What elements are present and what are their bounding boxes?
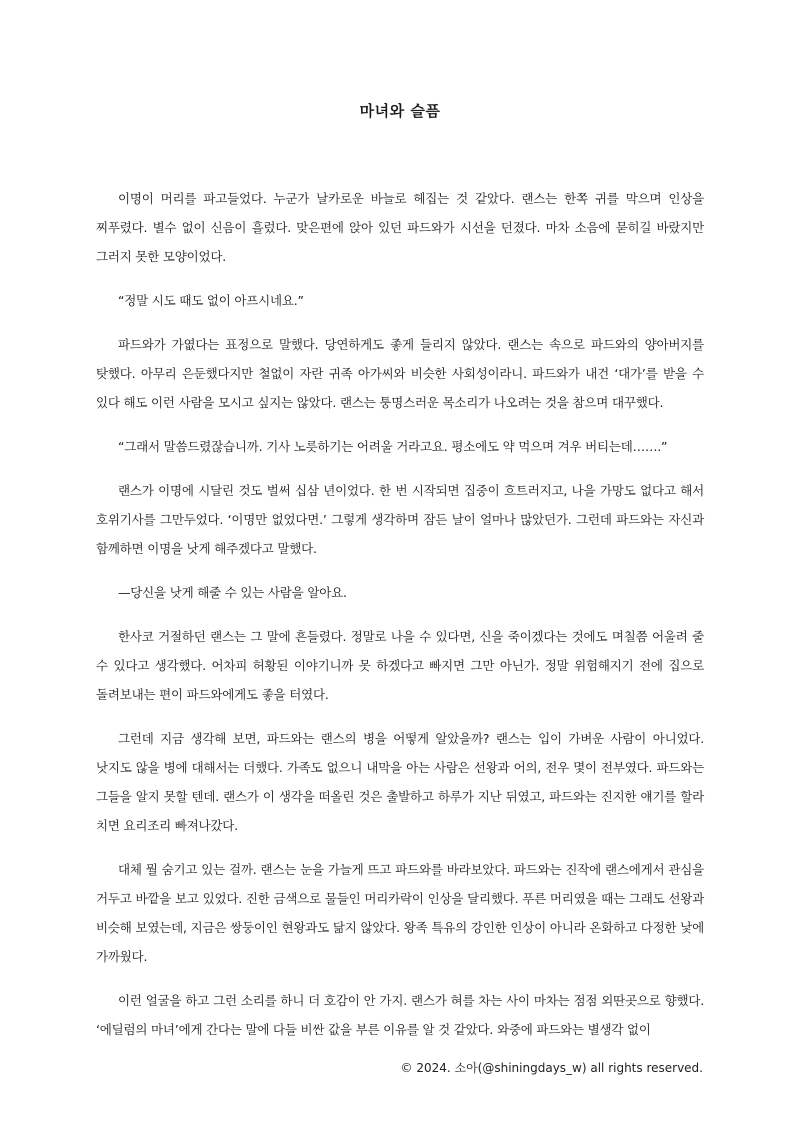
paragraph-3: 파드와가 가엾다는 표정으로 말했다. 당연하게도 좋게 들리지 않았다. 랜스는 속으로 파드와의 양아버지를 탓했다. 아무리 은둔했다지만 철없이 자란 귀족 아가씨와 비슷한 사회성이라니. 파드와가 내건 ‘대가’를 받을 수 있다 해도 이런 사람을 모시고 싶지는 않았다. 랜스는 퉁명스러운 목소리가 나오려는 것을 참으며 대꾸했다. bbox=[96, 337, 704, 410]
paragraph-2-dialogue: “정말 시도 때도 없이 아프시네요.” bbox=[118, 293, 304, 308]
copyright-notice: © 2024. 소아(@shiningdays_w) all rights reserved. bbox=[400, 1061, 703, 1075]
document-body bbox=[96, 184, 704, 1059]
paragraph-9: 대체 뭘 숨기고 있는 걸까. 랜스는 눈을 가늘게 뜨고 파드와를 바라보았다. 파드와는 진작에 랜스에게서 관심을 거두고 바깥을 보고 있었다. 진한 금색으로 물들인 머리카락이 인상을 달리했다. 푸른 머리였을 때는 그래도 선왕과 비슷해 보였는데, 지금은 쌍둥이인 현왕과도 닮지 않았다. 왕족 특유의 강인한 인상이 아니라 온화하고 다정한 낯에 가까웠다. bbox=[96, 862, 704, 964]
paragraph-7: 한사코 거절하던 랜스는 그 말에 흔들렸다. 정말로 나을 수 있다면, 신을 죽이겠다는 것에도 며칠쯤 어울려 줄 수 있다고 생각했다. 어차피 허황된 이야기니까 못 하겠다고 빠지면 그만 아닌가. 정말 위험해지기 전에 집으로 돌려보내는 편이 파드와에게도 좋을 터였다. bbox=[96, 629, 704, 702]
document-title: 마녀와 슬픔 bbox=[359, 102, 441, 120]
paragraph-5: 랜스가 이명에 시달린 것도 벌써 십삼 년이었다. 한 번 시작되면 집중이 흐트러지고, 나을 가망도 없다고 해서 호위기사를 그만두었다. ‘이명만 없었다면.’ 그렇게 생각하며 잠든 날이 얼마나 많았던가. 그런데 파드와는 자신과 함께하면 이명을 낫게 해주겠다고 말했다. bbox=[96, 483, 704, 556]
paragraph-1: 이명이 머리를 파고들었다. 누군가 날카로운 바늘로 헤집는 것 같았다. 랜스는 한쪽 귀를 막으며 인상을 찌푸렸다. 별수 없이 신음이 흘렀다. 맞은편에 앉아 있던 파드와가 시선을 던졌다. 마차 소음에 묻히길 바랐지만 그러지 못한 모양이었다. bbox=[96, 191, 704, 264]
paragraph-8: 그런데 지금 생각해 보면, 파드와는 랜스의 병을 어떻게 알았을까? 랜스는 입이 가벼운 사람이 아니었다. 낫지도 않을 병에 대해서는 더했다. 가족도 없으니 내막을 아는 사람은 선왕과 어의, 전우 몇이 전부였다. 파드와는 그들을 알지 못할 텐데. 랜스가 이 생각을 떠올린 것은 출발하고 하루가 지난 뒤였고, 파드와는 진지한 얘기를 할라 치면 요리조리 빠져나갔다. bbox=[96, 731, 704, 833]
paragraph-10: 이런 얼굴을 하고 그런 소리를 하니 더 호감이 안 가지. 랜스가 혀를 차는 사이 마차는 점점 외딴곳으로 향했다. ‘에딜럼의 마녀’에게 간다는 말에 다들 비싼 값을 부른 이유를 알 것 같았다. 와중에 파드와는 별생각 없이 bbox=[96, 993, 704, 1037]
paragraph-6-quote: —당신을 낫게 해줄 수 있는 사람을 알아요. bbox=[118, 585, 347, 600]
paragraph-4-dialogue: “그래서 말씀드렸잖습니까. 기사 노릇하기는 어려울 거라고요. 평소에도 약 먹으며 겨우 버티는데…….” bbox=[118, 439, 668, 454]
